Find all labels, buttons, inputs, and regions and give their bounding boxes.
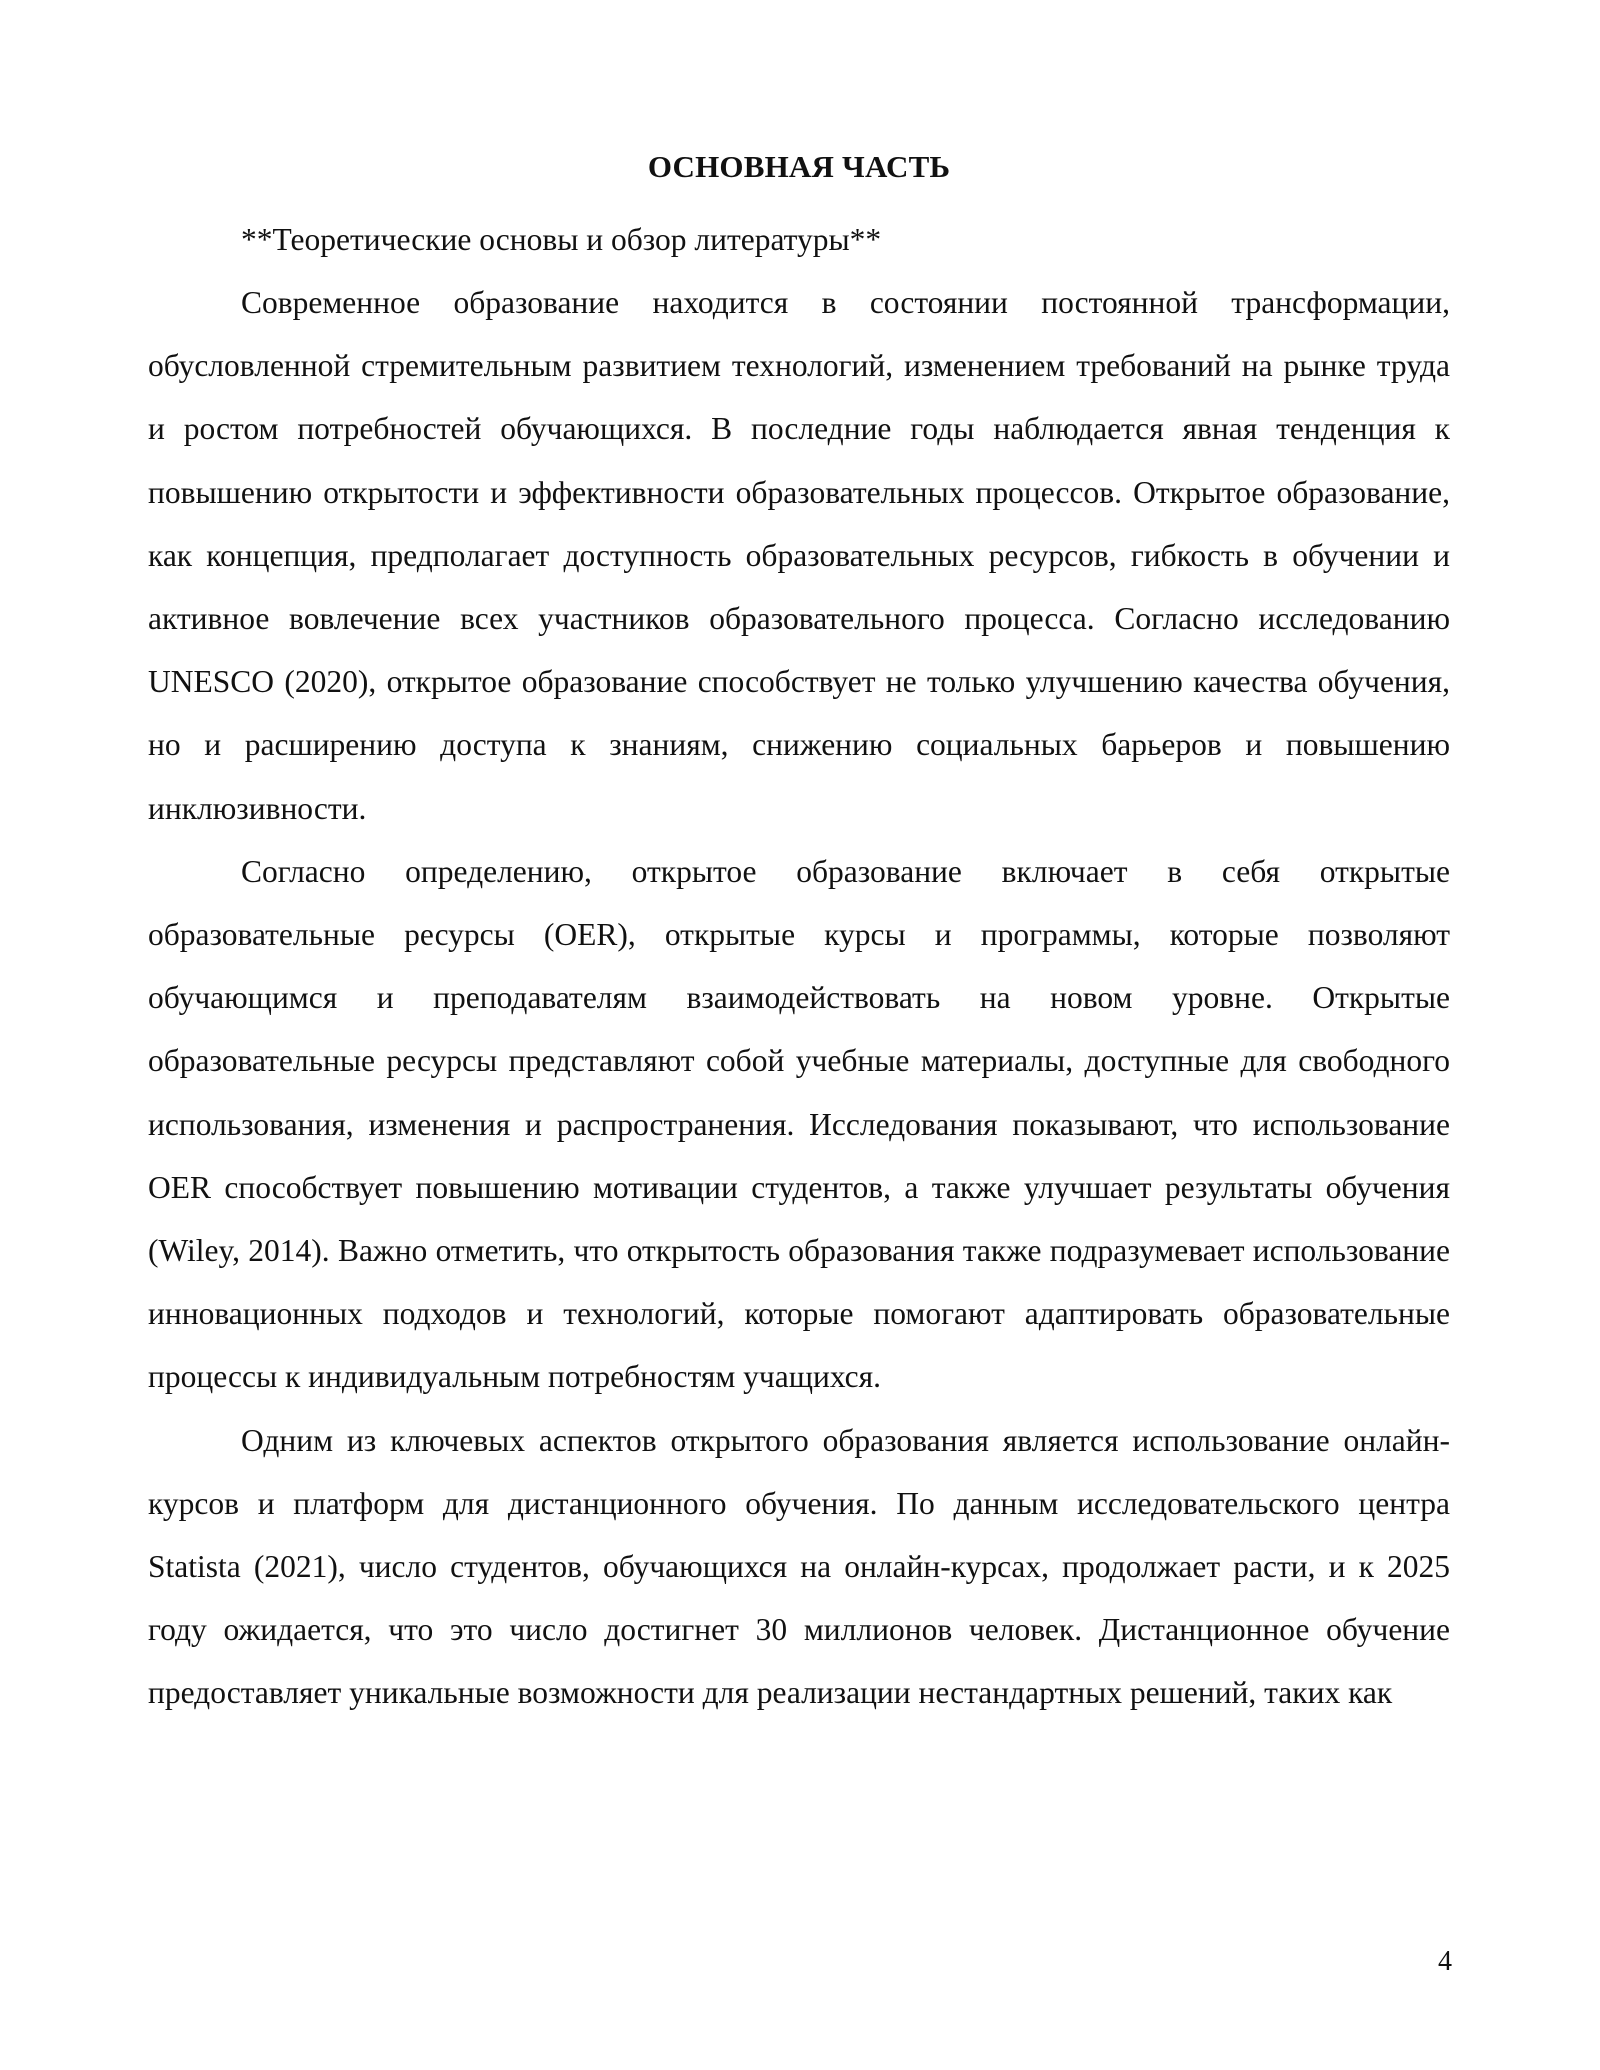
subsection-heading: **Теоретические основы и обзор литературы** <box>241 222 882 257</box>
paragraph-3: Одним из ключевых аспектов открытого образования является использование онлайн-курсов и платформ для дистанционного обучения. По данным исследовательского центра Statista (2021), число студентов, обучающихся на онлайн-курсах, продолжает расти, и к 2025 году ожидается, что это число достигнет 30 миллионов человек. Дистанционное обучение предоставляет уникальные возможности для реализации нестандартных решений, таких как <box>148 1422 1450 1711</box>
page-body <box>148 146 1450 1725</box>
page-number: 4 <box>1438 1946 1452 1977</box>
paragraph-2: Согласно определению, открытое образование включает в себя открытые образовательные ресурсы (OER), открытые курсы и программы, которые позволяют обучающимся и преподавателям взаимодействовать на новом уровне. Открытые образовательные ресурсы представляют собой учебные материалы, доступные для свободного использования, изменения и распространения. Исследования показывают, что использование OER способствует повышению мотивации студентов, а также улучшает результаты обучения (Wiley, 2014). Важно отметить, что открытость образования также подразумевает использование инновационных подходов и технологий, которые помогают адаптировать образовательные процессы к индивидуальным потребностям учащихся. <box>148 853 1450 1395</box>
paragraph-1: Современное образование находится в состоянии постоянной трансформации, обусловленной стремительным развитием технологий, изменением требований на рынке труда и ростом потребностей обучающихся. В последние годы наблюдается явная тенденция к повышению открытости и эффективности образовательных процессов. Открытое образование, как концепция, предполагает доступность образовательных ресурсов, гибкость в обучении и активное вовлечение всех участников образовательного процесса. Согласно исследованию UNESCO (2020), открытое образование способствует не только улучшению качества обучения, но и расширению доступа к знаниям, снижению социальных барьеров и повышению инклюзивности. <box>148 285 1450 826</box>
section-heading: ОСНОВНАЯ ЧАСТЬ <box>647 149 951 184</box>
